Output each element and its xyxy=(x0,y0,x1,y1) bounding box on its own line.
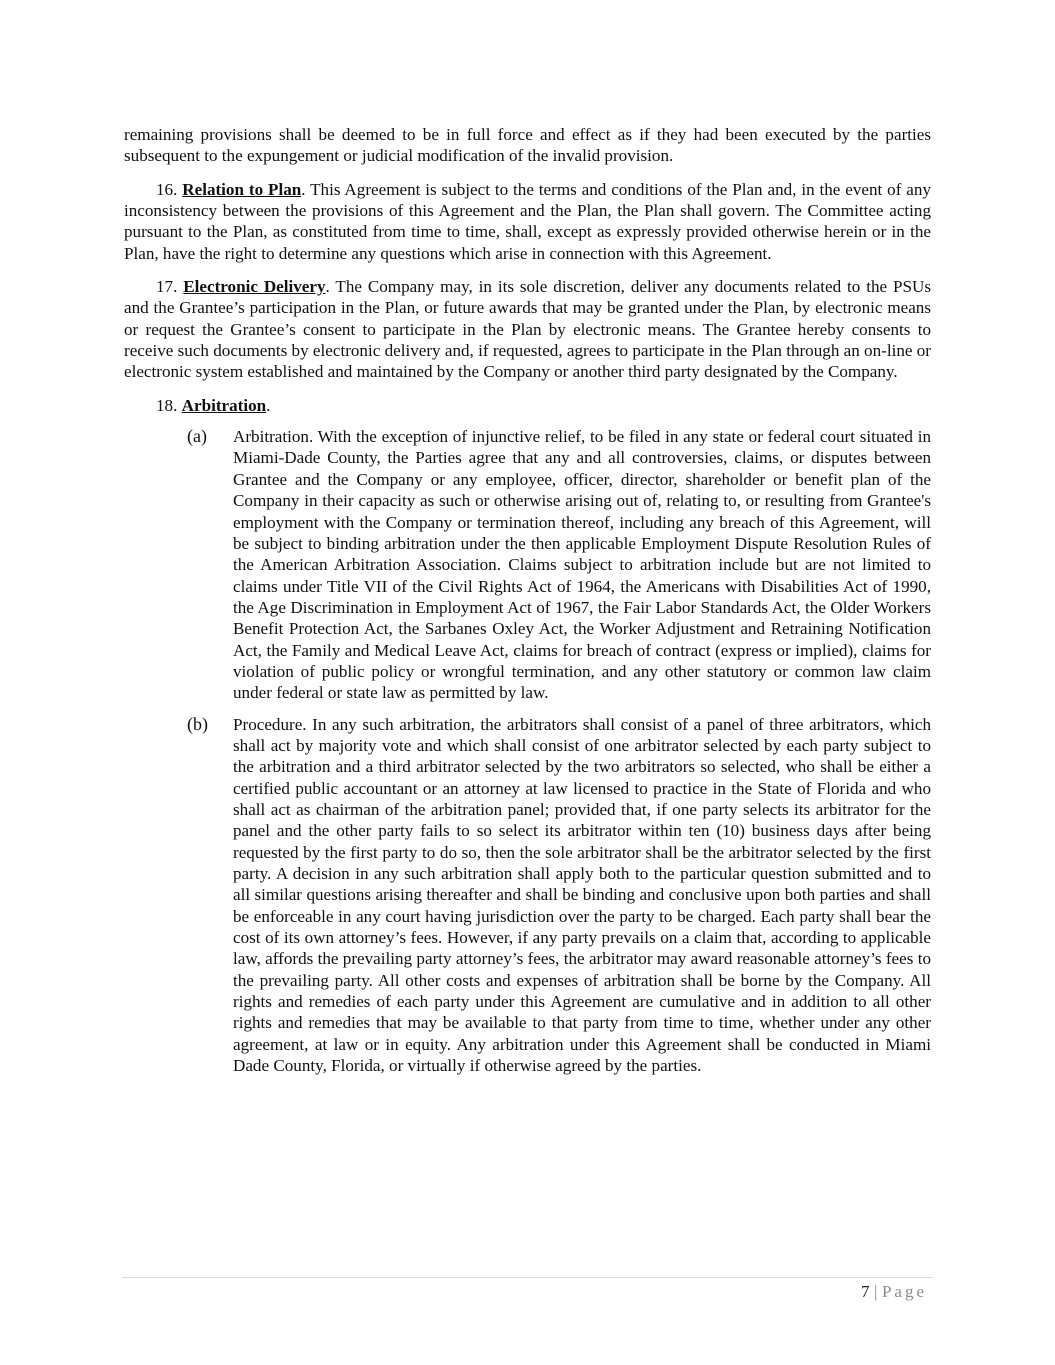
footer-divider xyxy=(122,1277,933,1278)
section-number: 16. xyxy=(156,179,178,199)
section-18 xyxy=(124,395,931,416)
subsection-b xyxy=(124,714,931,1077)
footer-separator: | xyxy=(874,1282,878,1301)
subsection-text: Procedure. In any such arbitration, the arbitrators shall consist of a panel of three arbitrators, which shall act by majority vote and which shall consist of one arbitrator selected by each party subject to the arbitration and a third arbitrator selected by the two arbitrators so selected, who shall be either a certified public accountant or an attorney at law licensed to practice in the State of Florida and who shall act as chairman of the arbitration panel; provided that, if one party selects its arbitrator for the panel and the other party fails to so select its arbitrator within ten (10) business days after being requested by the first party to do so, then the sole arbitrator shall be the arbitrator selected by the first party. A decision in any such arbitration shall apply both to the particular question submitted and to all similar questions arising thereafter and shall be binding and conclusive upon both parties and shall be enforceable in any court having jurisdiction over the party to be charged. Each party shall bear the cost of its own attorney’s fees. However, if any party prevails on a claim that, according to applicable law, affords the prevailing party attorney’s fees, the arbitrator may award reasonable attorney’s fees to the prevailing party. All other costs and expenses of arbitration shall be borne by the Company. All rights and remedies of each party under this Agreement are cumulative and in addition to all other rights and remedies that may be available to that party from time to time, whether under any other agreement, at law or in equity. Any arbitration under this Agreement shall be conducted in Miami Dade County, Florida, or virtually if otherwise agreed by the parties. xyxy=(233,714,931,1076)
page-footer xyxy=(861,1282,927,1302)
section-heading: Relation to Plan xyxy=(182,179,302,199)
section-text: . This Agreement is subject to the terms and conditions of the Plan and, in the event of any inconsistency between the provisions of this Agreement and the Plan, the Plan shall govern. The Committee acting pursuant to the Plan, as constituted from time to time, shall, except as expressly provided otherwise herein or in the Plan, have the right to determine any questions which arise in connection with this Agreement. xyxy=(124,179,931,263)
section-heading: Arbitration xyxy=(181,395,267,415)
document-body xyxy=(124,124,931,1076)
section-number: 18. xyxy=(156,395,178,415)
subsection-label: (a) xyxy=(187,426,207,447)
section-text: . The Company may, in its sole discretion, deliver any documents related to the PSUs and the Grantee’s participation in the Plan, or future awards that may be granted under the Plan, by electronic means or request the Grantee’s consent to participate in the Plan by electronic means. The Grantee hereby consents to receive such documents by electronic delivery and, if requested, agrees to participate in the Plan through an on-line or electronic system established and maintained by the Company or another third party designated by the Company. xyxy=(124,277,932,382)
subsection-a xyxy=(124,426,931,703)
intro-paragraph: remaining provisions shall be deemed to be in full force and effect as if they had been executed by the parties subsequent to the expungement or judicial modification of the invalid provision. xyxy=(124,125,931,166)
section-text: . xyxy=(266,395,271,415)
section-17 xyxy=(124,276,931,383)
page-number: 7 xyxy=(861,1282,871,1301)
section-number: 17. xyxy=(156,277,178,297)
page-word: Page xyxy=(881,1282,927,1301)
subsection-text: Arbitration. With the exception of injunctive relief, to be filed in any state or federal court situated in Miami-Dade County, the Parties agree that any and all controversies, claims, or disputes between Grantee and the Company or any employee, officer, director, shareholder or benefit plan of the Company in their capacity as such or otherwise arising out of, relating to, or resulting from Grantee's employment with the Company or termination thereof, including any breach of this Agreement, will be subject to binding arbitration under the then applicable Employment Dispute Resolution Rules of the American Arbitration Association. Claims subject to arbitration include but are not limited to claims under Title VII of the Civil Rights Act of 1964, the Americans with Disabilities Act of 1990, the Age Discrimination in Employment Act of 1967, the Fair Labor Standards Act, the Older Workers Benefit Protection Act, the Sarbanes Oxley Act, the Worker Adjustment and Retraining Notification Act, the Family and Medical Leave Act, claims for breach of contract (express or implied), claims for violation of public policy or wrongful termination, and any other statutory or common law claim under federal or state law as permitted by law. xyxy=(233,427,931,703)
section-heading: Electronic Delivery xyxy=(183,277,326,297)
section-16 xyxy=(124,179,931,264)
subsection-label: (b) xyxy=(187,713,208,734)
